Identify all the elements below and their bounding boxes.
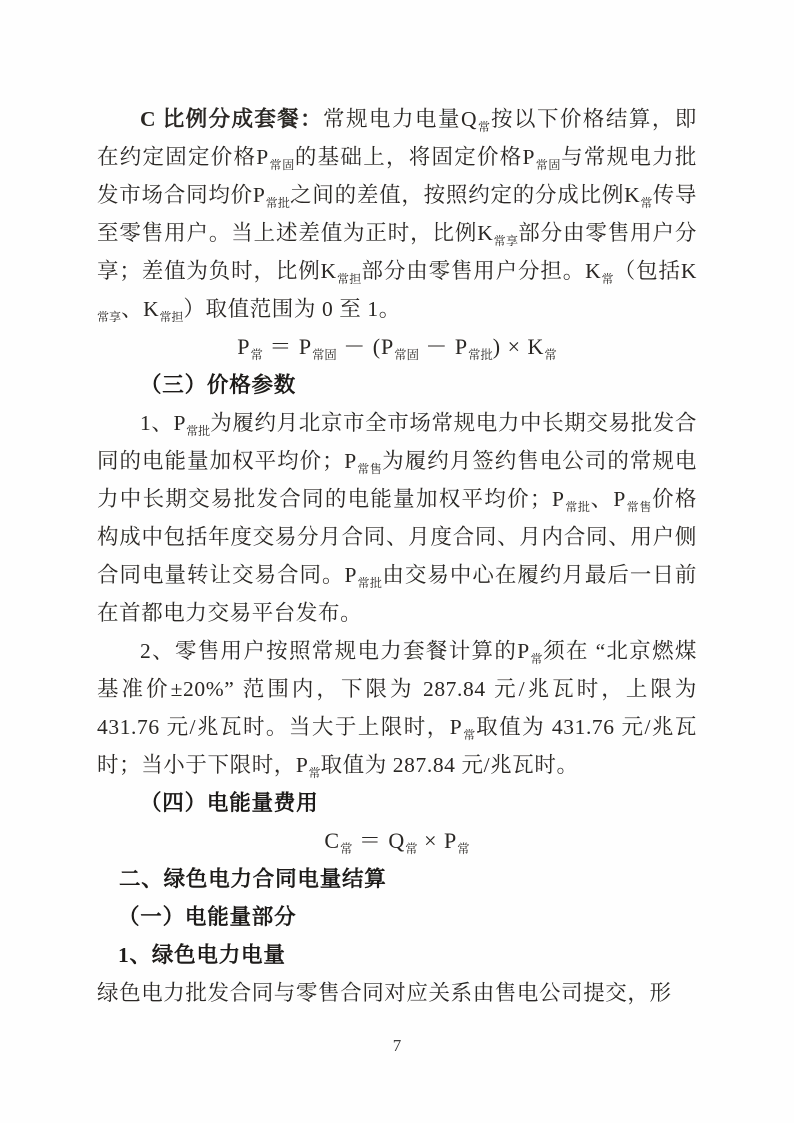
page-number: 7 <box>392 1036 402 1055</box>
heading-price-parameters: （三）价格参数 <box>140 373 297 397</box>
heading-energy-part: （一）电能量部分 <box>118 905 297 929</box>
paragraph-parameter-two: 2、零售用户按照常规电力套餐计算的$P_常$须在 “北京燃煤基准价±20%” 范围内，下限为 287.84 元/兆瓦时，上限为 431.76 元/兆瓦时。当大于上限时，$P_常$取值为 431.76 元/兆瓦时；当小于下限时，$P_常$取值为 287.84 元/兆瓦时。 <box>97 639 697 781</box>
paragraph-text: 常规电力电量$Q_常$按以下价格结算，即在约定固定价格$P_{常固}$的基础上，将固定价格$P_{常固}$与常规电力批发市场合同均价$P_{常批}$之间的差值，按照约定的分成比例$K_常$传导至零售用户。当上述差值为正时，比例$K_{常享}$部分由零售用户分享；差值为负时，比例$K_{常担}$部分由零售用户分担。$K_常$（包括$K_{常享}$、$K_{常担}$）取值范围为 0 至 1。 <box>97 107 698 325</box>
formula-price-chang: $P_常 = P_{常固} - (P_{常固} - P_{常批}) \times K_常$ <box>237 334 557 363</box>
paragraph-parameter-one: 1、$P_{常批}$为履约月北京市全市场常规电力中长期交易批发合同的电能量加权平均价；$P_{常售}$为履约月签约售电公司的常规电力中长期交易批发合同的电能量加权平均价；$P_{常批}$、$P_{常售}$价格构成中包括年度交易分月合同、月度合同、月内合同、用户侧合同电量转让交易合同。$P_{常批}$由交易中心在履约月最后一日前在首都电力交易平台发布。 <box>97 411 697 625</box>
paragraph-green-continued: 绿色电力批发合同与零售合同对应关系由售电公司提交，形 <box>97 981 672 1005</box>
heading-energy-fee: （四）电能量费用 <box>140 791 319 815</box>
document-body <box>97 100 697 1012</box>
heading-green-power-settlement: 二、绿色电力合同电量结算 <box>119 867 387 891</box>
formula-cost-chang: $C_常 = Q_常 \times P_常$ <box>324 828 470 857</box>
paragraph-proportional-sharing-plan <box>97 100 697 328</box>
runin-label-c-plan: C 比例分成套餐： <box>140 107 324 131</box>
heading-green-power-volume: 1、绿色电力电量 <box>118 943 286 967</box>
